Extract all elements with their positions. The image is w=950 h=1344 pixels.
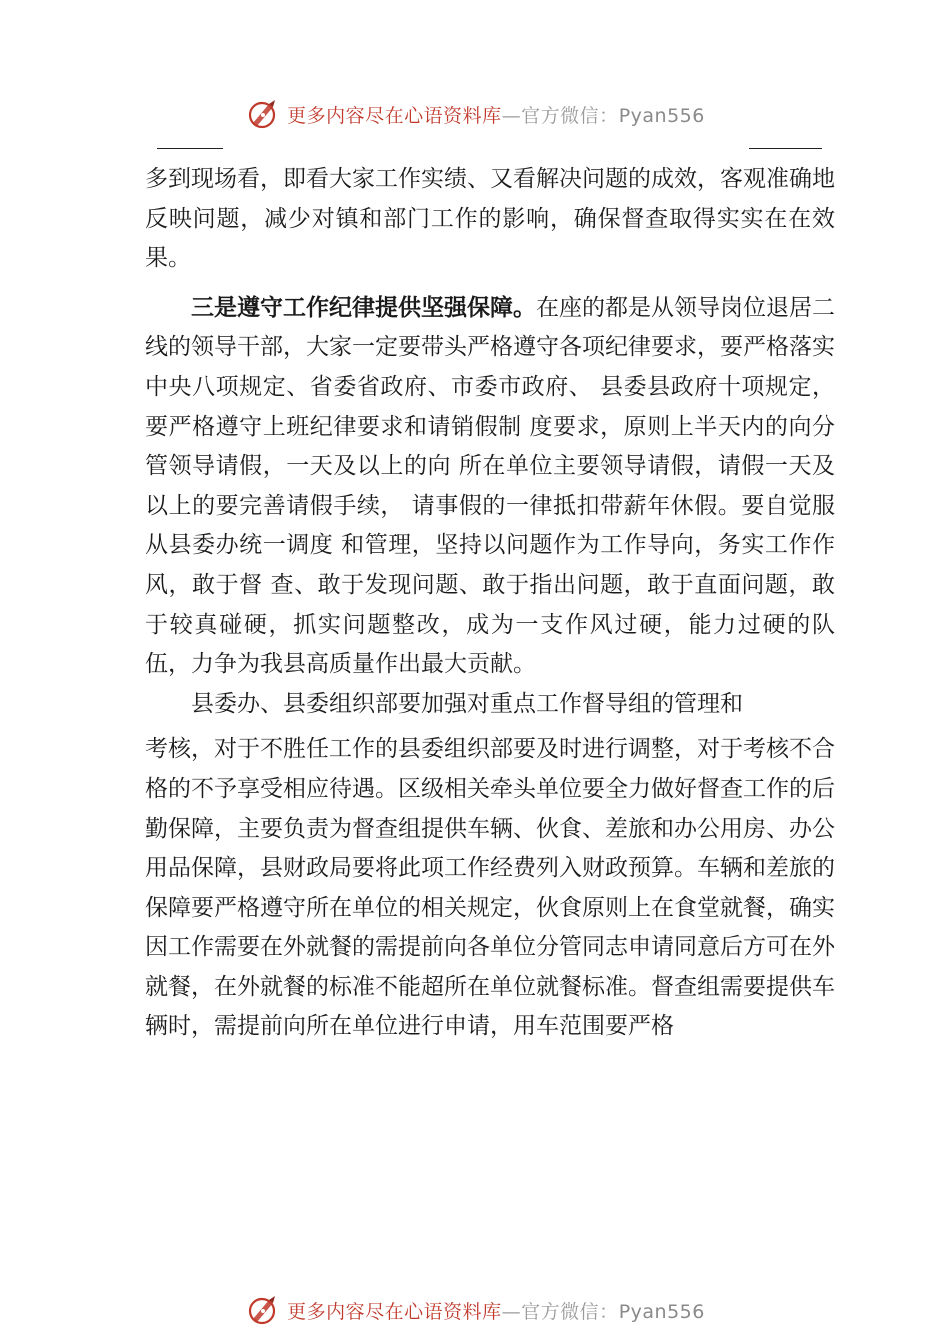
watermark-prefix: 更多内容尽在心语资料库 — [287, 1300, 502, 1323]
document-body — [145, 160, 835, 1047]
watermark-id: Pyan556 — [618, 1300, 705, 1323]
watermark-label: 官方微信： — [521, 104, 619, 127]
pen-nib-logo-icon — [245, 1292, 281, 1328]
watermark-header — [0, 94, 950, 134]
watermark-dash: — — [501, 1300, 522, 1323]
paragraph-continuation: 多到现场看，即看大家工作实绩、又看解决问题的成效，客观准确地反映问题，减少对镇和部门工作的影响，确保督查取得实实在在效果。 — [145, 166, 835, 272]
header-rule-left — [157, 148, 223, 149]
watermark-dash: — — [501, 104, 522, 127]
watermark-prefix: 更多内容尽在心语资料库 — [287, 104, 502, 127]
header-rule-right — [749, 148, 822, 149]
paragraph-discipline — [145, 289, 835, 685]
paragraph-management-line1: 县委办、县委组织部要加强对重点工作督导组的管理和 — [191, 690, 743, 717]
paragraph-management-rest: 考核，对于不胜任工作的县委组织部要及时进行调整，对于考核不合格的不予享受相应待遇。区级相关牵头单位要全力做好督查工作的后勤保障，主要负责为督查组提供车辆、伙食、差旅和办公用房、办公用品保障，县财政局要将此项工作经费列入财政预算。车辆和差旅的保障要严格遵守所在单位的相关规定，伙食原则上在食堂就餐，确实因工作需要在外就餐的需提前向各单位分管同志申请同意后方可在外就餐，在外就餐的标准不能超所在单位就餐标准。督查组需要提供车辆时，需提前向所在单位进行申请，用车范围要严格 — [145, 736, 835, 1040]
watermark-id: Pyan556 — [618, 104, 705, 127]
watermark-label: 官方微信： — [521, 1300, 619, 1323]
pen-nib-logo-icon — [245, 96, 281, 132]
paragraph-discipline-body: 在座的都是从领导岗位退居二线的领导干部，大家一定要带头严格遵守各项纪律要求，要严格落实中央八项规定、省委省政府、市委市政府、 县委县政府十项规定，要严格遵守上班纪律要求和请销假制 度要求，原则上半天内的向分管领导请假，一天及以上的向 所在单位主要领导请假，请假一天及以上的要完善请假手续， 请事假的一律抵扣带薪年休假。要自觉服从县委办统一调度 和管理，坚持以问题作为工作导向，务实工作作风，敢于督 查、敢于发现问题、敢于指出问题，敢于直面问题，敢于较真碰硬，抓实问题整改，成为一支作风过硬，能力过硬的队 伍，力争为我县高质量作出最大贡献。 — [145, 294, 835, 678]
paragraph-heading: 三是遵守工作纪律提供坚强保障。 — [191, 294, 536, 321]
watermark-footer — [0, 1290, 950, 1330]
